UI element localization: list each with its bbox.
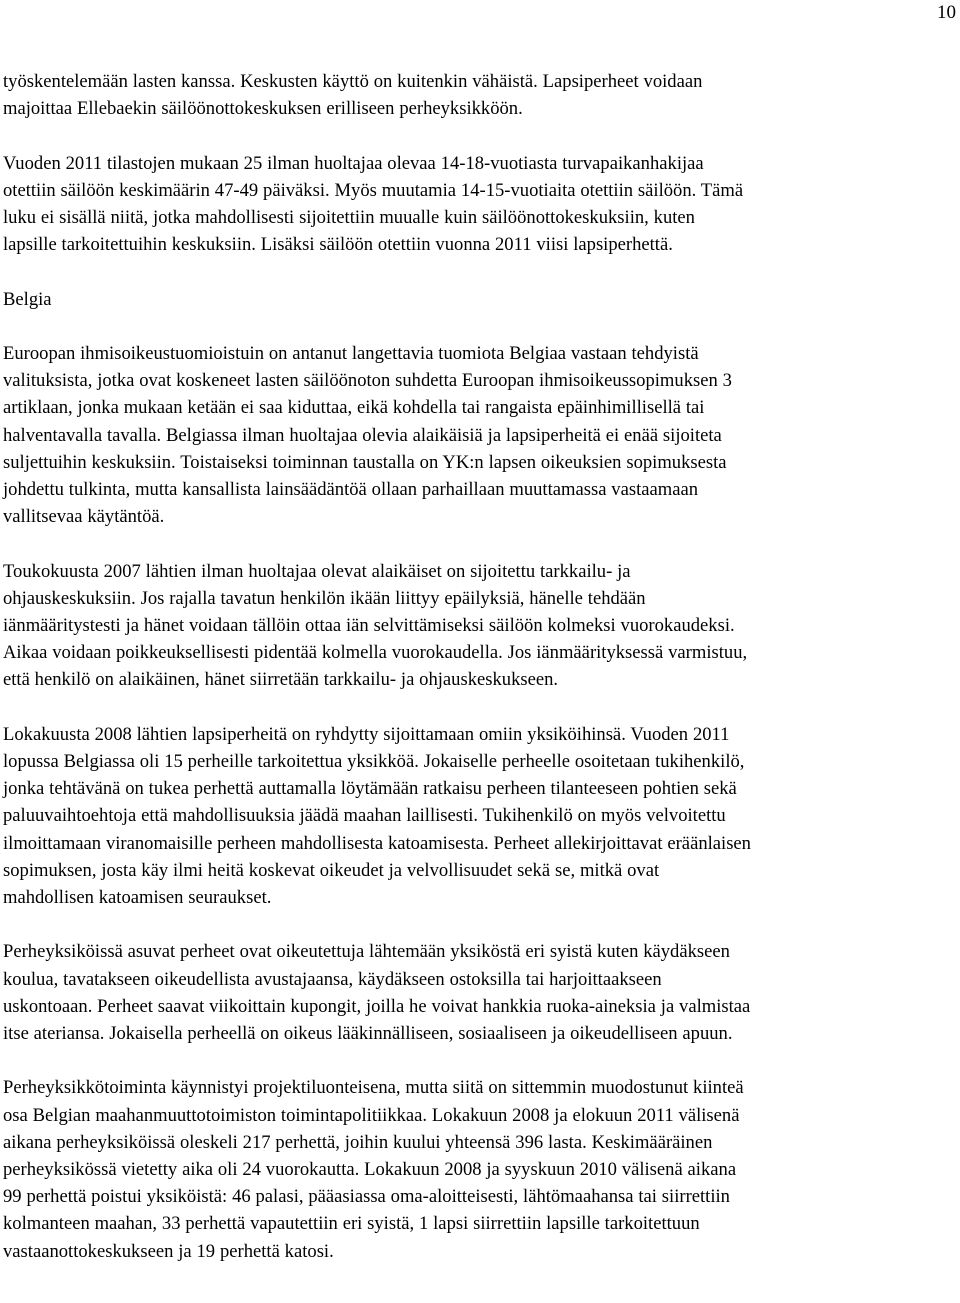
text-line: Perheyksikkötoiminta käynnistyi projektiluonteisena, mutta siitä on sittemmin muodostunut kiinteä [3,1077,744,1099]
text-line: Vuoden 2011 tilastojen mukaan 25 ilman huoltajaa olevaa 14-18-vuotiasta turvapaikanhakijaa [3,152,704,174]
text-line: artiklaan, jonka mukaan ketään ei saa kiduttaa, eikä kohdella tai rangaista epäinhimillisellä tai [3,397,705,419]
text-line: ilmoittamaan viranomaisille perheen mahdollisesta katoamisesta. Perheet allekirjoittavat eräänlaisen [3,832,751,854]
paragraph-human-rights-court [3,340,958,530]
paragraph-may-2007 [3,558,958,694]
text-line: jonka tehtävänä on tukea perhettä auttamalla löytämään ratkaisu perheen tilanteeseen pohtien sekä [3,778,737,800]
section-heading-belgia: Belgia [3,288,52,310]
text-line: majoittaa Ellebaekin säilöönottokeskuksen erilliseen perheyksikköön. [3,98,523,120]
text-line: lopussa Belgiassa oli 15 perheille tarkoitettua yksikköä. Jokaiselle perheelle osoitetaan tukihenkilö, [3,751,745,772]
text-line: Aikaa voidaan poikkeuksellisesti pidentää kolmella vuorokaudella. Jos iänmäärityksessä varmistuu, [3,642,748,664]
text-line: Toukokuusta 2007 lähtien ilman huoltajaa olevat alaikäiset on sijoitettu tarkkailu- ja [3,560,631,582]
text-line: sopimuksen, josta käy ilmi heitä koskevat oikeudet ja velvollisuudet sekä se, mitkä ovat [3,859,660,881]
text-line: 99 perhettä poistui yksiköistä: 46 palasi, pääasiassa oma-aloitteisesti, lähtömaahansa tai siirrettiin [3,1186,730,1208]
text-line: itse ateriansa. Jokaisella perheellä on oikeus lääkinnälliseen, sosiaaliseen ja oikeudelliseen apuun. [3,1023,733,1045]
text-line: että henkilö on alaikäinen, hänet siirretään tarkkailu- ja ohjauskeskukseen. [3,669,559,691]
text-line: halventavalla tavalla. Belgiassa ilman huoltajaa olevia alaikäisiä ja lapsiperheitä ei enää sijoiteta [3,424,722,446]
text-line: valituksista, jotka ovat koskeneet lasten säilöönoton suhdetta Euroopan ihmisoikeussopimuksen 3 [3,370,732,392]
paragraph-intro [3,68,958,122]
text-line: uskontoaan. Perheet saavat viikoittain kupongit, joilla he voivat hankkia ruoka-aineksia ja valmistaa [3,995,751,1017]
text-line: lapsille tarkoitettuihin keskuksiin. Lisäksi säilöön otettiin vuonna 2011 viisi lapsiperhettä. [3,234,673,256]
text-line: aikana perheyksiköissä oleskeli 217 perhettä, joihin kuului yhteensä 396 lasta. Keskimääräinen [3,1131,713,1153]
text-line: koulua, tavatakseen oikeudellista avustajaansa, käydäkseen ostoksilla tai harjoittaakseen [3,968,662,990]
text-line: otettiin säilöön keskimäärin 47-49 päiväksi. Myös muutamia 14-15-vuotiaita otettiin säilöön. Tämä [3,179,744,201]
text-line: osa Belgian maahanmuuttotoimiston toimintapolitiikkaa. Lokakuun 2008 ja elokuun 2011 välisenä [3,1104,740,1126]
text-line: kolmanteen maahan, 33 perhettä vapautettiin eri syistä, 1 lapsi siirrettiin lapsille tarkoitettuun [3,1213,700,1235]
text-line: paluuvaihtoehtoja että mahdollisuuksia jäädä maahan laillisesti. Tukihenkilö on myös velvoitettu [3,805,726,827]
paragraph-family-units-project [3,1074,958,1264]
text-line: Perheyksiköissä asuvat perheet ovat oikeutettuja lähtemään yksiköstä eri syistä kuten käydäkseen [3,941,730,963]
text-line: ohjauskeskuksiin. Jos rajalla tavatun henkilön ikään liittyy epäilyksiä, hänelle tehdään [3,587,646,609]
text-line: johdettu tulkinta, mutta kansallista lainsäädäntöä ollaan parhaillaan muuttamassa vastaamaan [3,479,699,500]
paragraph-october-2008 [3,721,958,911]
text-line: työskentelemään lasten kanssa. Keskusten käyttö on kuitenkin vähäistä. Lapsiperheet voidaan [3,71,703,92]
text-line: iänmääritystesti ja hänet voidaan tällöin ottaa iän selvittämiseksi säilöön kolmeksi vuorokaudeksi. [3,615,735,636]
text-line: vallitsevaa käytäntöä. [3,506,165,528]
text-line: luku ei sisällä niitä, jotka mahdollisesti sijoitettiin muualle kuin säilöönottokeskuksiin, kuten [3,207,695,228]
document-body [3,68,958,1292]
text-line: suljettuihin keskuksiin. Toistaiseksi toiminnan taustalla on YK:n lapsen oikeuksien sopimuksesta [3,451,727,473]
text-line: perheyksikössä vietetty aika oli 24 vuorokautta. Lokakuun 2008 ja syyskuun 2010 välisenä aikana [3,1159,737,1181]
text-line: vastaanottokeskukseen ja 19 perhettä katosi. [3,1240,334,1262]
paragraph-family-units-rights [3,938,958,1047]
text-line: Lokakuusta 2008 lähtien lapsiperheitä on ryhdytty sijoittamaan omiin yksiköihinsä. Vuoden 2011 [3,723,730,745]
text-line: mahdollisen katoamisen seuraukset. [3,887,272,909]
page-number: 10 [937,2,956,23]
text-line: Euroopan ihmisoikeustuomioistuin on antanut langettavia tuomiota Belgiaa vastaan tehdyistä [3,342,699,364]
paragraph-finland-statistics-2011 [3,150,958,259]
